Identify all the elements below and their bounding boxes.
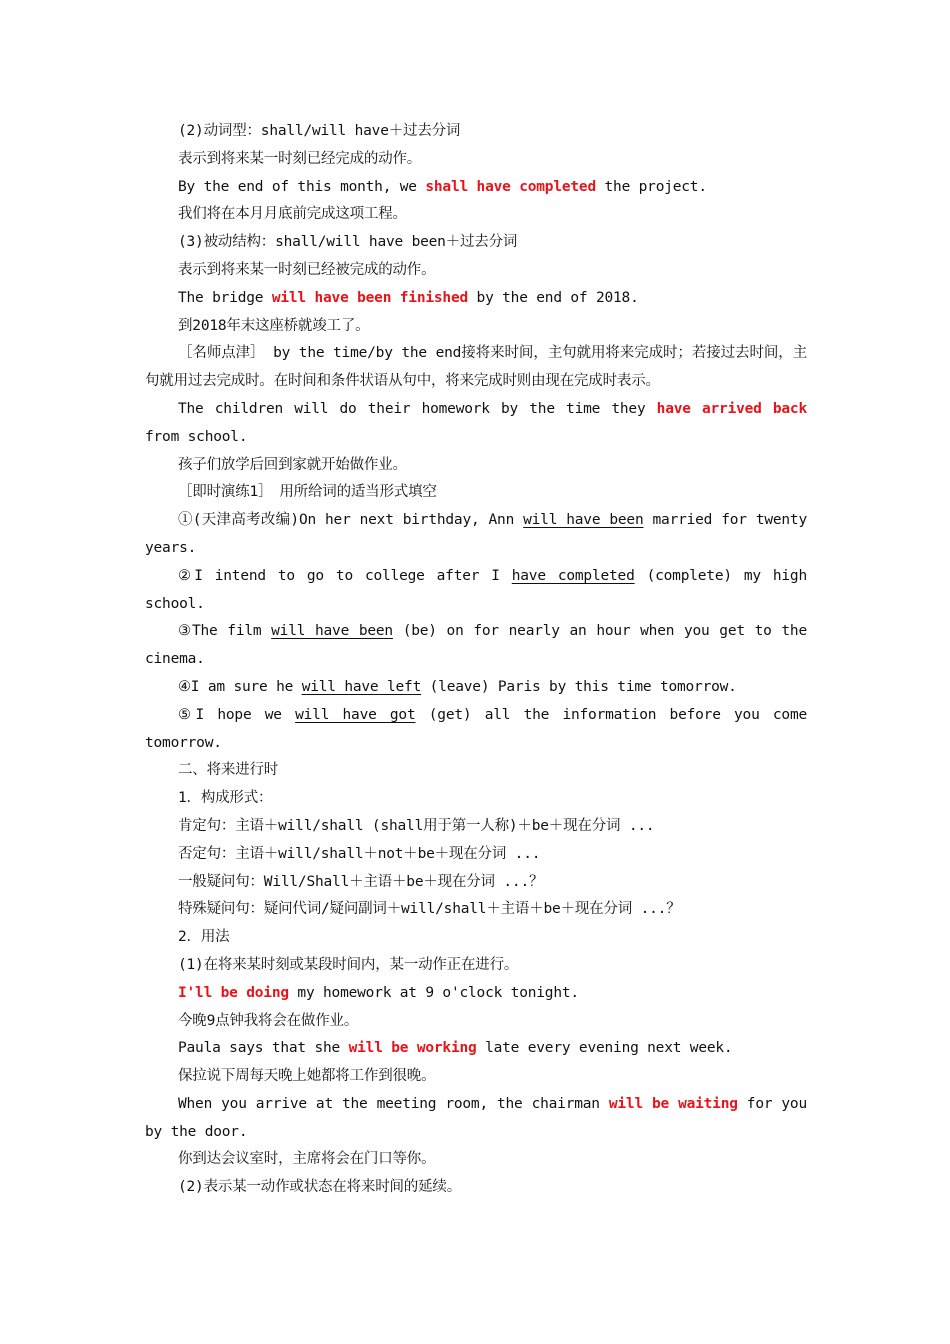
example-translation: 我们将在本月月底前完成这项工程。 (178, 206, 407, 223)
highlighted-verb: I'll be doing (178, 984, 289, 1001)
passive-meaning: 表示到将来某一时刻已经被完成的动作。 (178, 261, 436, 278)
drill-question: ②I intend to go to college after I (178, 567, 512, 584)
drill-item (145, 563, 807, 619)
form-general-question: 一般疑问句：Will/Shall＋主语＋be＋现在分词 ...？ (178, 873, 544, 890)
passive-rule: (3)被动结构：shall/will have been＋过去分词 (178, 234, 518, 251)
drill-answer: will have left (301, 678, 422, 695)
text-block (145, 118, 807, 1202)
example-translation: 到2018年末这座桥就竣工了。 (178, 317, 370, 334)
teacher-tip: ［名师点津］ by the time/by the end接将来时间，主句就用将来完成时；若接过去时间，主句就用过去完成时。在时间和条件状语从句中，将来完成时则由现在完成时表示。 (145, 345, 807, 390)
drill-question: (leave) Paris by this time tomorrow. (421, 678, 737, 695)
form-special-question: 特殊疑问句：疑问代词/疑问副词＋will/shall＋主语＋be＋现在分词 ...？ (178, 901, 681, 918)
example-text: late every evening next week. (476, 1040, 733, 1057)
example-sentence (145, 174, 807, 202)
example-text: The bridge (178, 289, 272, 306)
drill-question: (be) on for nearly an hour when you get to the cinema. (145, 623, 807, 668)
example-text: Paula says that she (178, 1040, 349, 1057)
usage-rule: (1)在将来某时刻或某段时间内，某一动作正在进行。 (178, 956, 519, 973)
drill-item (145, 618, 807, 674)
highlighted-verb: have arrived back (656, 400, 807, 417)
verb-form-rule: (2)动词型：shall/will have＋过去分词 (178, 123, 461, 139)
example-text: the project. (595, 178, 707, 195)
highlighted-verb: will be working (348, 1040, 477, 1057)
drill-question: ①(天津高考改编)On her next birthday, Ann (178, 512, 524, 529)
drill-question: ⑤I hope we (178, 706, 296, 723)
drill-answer: will have been (271, 623, 393, 640)
drill-item (145, 674, 807, 702)
form-negative: 否定句：主语＋will/shall＋not＋be＋现在分词 ... (178, 845, 541, 862)
example-sentence (145, 285, 807, 313)
subsection-title: 2．用法 (178, 929, 230, 946)
example-text: The children will do their homework by the time they (178, 400, 657, 417)
example-sentence (145, 1091, 807, 1147)
drill-answer: will have got (295, 706, 416, 723)
drill-answer: have completed (511, 567, 635, 584)
drill-question: married for twenty years. (145, 512, 807, 556)
drill-item (145, 702, 807, 758)
example-translation: 你到达会议室时，主席将会在门口等你。 (178, 1151, 436, 1168)
highlighted-verb: will be waiting (608, 1095, 738, 1112)
example-text: By the end of this month, we (178, 178, 426, 195)
example-translation: 保拉说下周每天晚上她都将工作到很晚。 (178, 1068, 436, 1085)
usage-rule: (2)表示某一动作或状态在将来时间的延续。 (178, 1179, 461, 1196)
example-sentence (145, 980, 807, 1008)
example-sentence (145, 396, 807, 452)
section-title: 二、将来进行时 (178, 762, 279, 779)
drill-heading: ［即时演练1］ 用所给词的适当形式填空 (178, 484, 437, 501)
form-affirmative: 肯定句：主语＋will/shall (shall用于第一人称)＋be＋现在分词 ... (178, 817, 655, 834)
example-translation: 今晚9点钟我将会在做作业。 (178, 1012, 359, 1029)
drill-question: ④I am sure he (178, 678, 302, 695)
example-text: from school. (145, 428, 248, 445)
verb-form-meaning: 表示到将来某一时刻已经完成的动作。 (178, 150, 422, 167)
example-sentence (145, 1035, 807, 1063)
drill-answer: will have been (523, 512, 644, 529)
highlighted-verb: will have been finished (271, 289, 469, 306)
drill-item (145, 507, 807, 563)
highlighted-verb: shall have completed (425, 178, 596, 195)
drill-question: (get) all the information before you come tomorrow. (145, 706, 807, 751)
subsection-title: 1．构成形式： (178, 790, 273, 807)
example-translation: 孩子们放学后回到家就开始做作业。 (178, 456, 407, 473)
example-text: my homework at 9 o'clock tonight. (288, 984, 579, 1001)
example-text: When you arrive at the meeting room, the chairman (178, 1095, 609, 1112)
drill-question: ③The film (178, 623, 272, 640)
example-text: by the end of 2018. (468, 289, 639, 306)
example-text: for you by the door. (145, 1095, 807, 1140)
drill-question: (complete) my high school. (145, 567, 807, 612)
